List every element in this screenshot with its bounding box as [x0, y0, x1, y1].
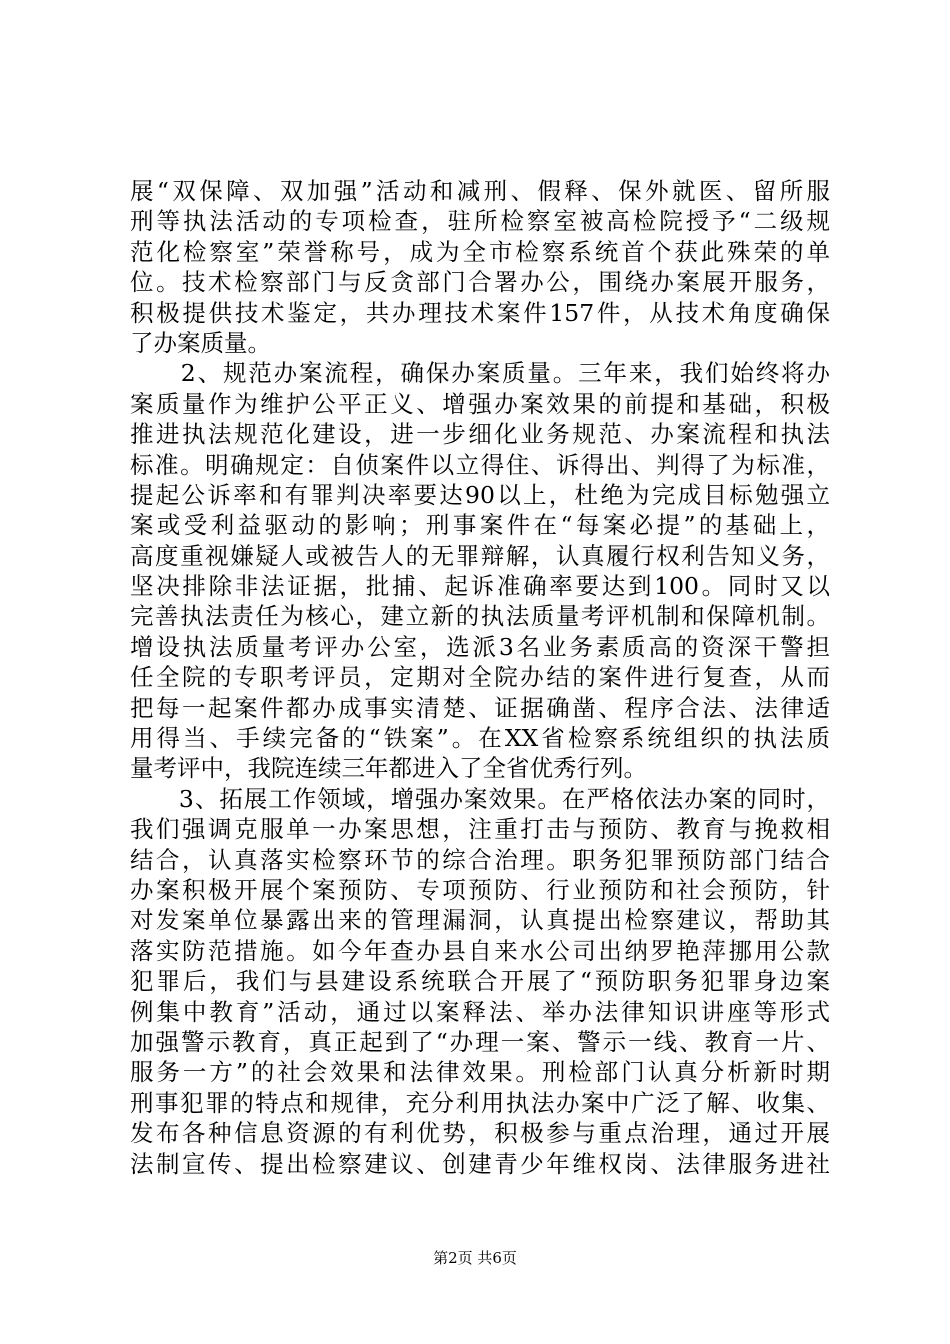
text-line: 展“双保障、双加强”活动和减刑、假释、保外就医、留所服: [130, 177, 830, 205]
text-line: 完善执法责任为核心，建立新的执法质量考评机制和保障机制。: [130, 602, 830, 631]
text-line: 推进执法规范化建设，进一步细化业务规范、办案流程和执法: [130, 420, 830, 449]
text-line: 标准。明确规定：自侦案件以立得住、诉得出、判得了为标准，: [130, 450, 830, 479]
text-line: 把每一起案件都办成事实清楚、证据确凿、程序合法、法律适: [130, 693, 830, 722]
text-line: 犯罪后，我们与县建设系统联合开展了“预防职务犯罪身边案: [130, 967, 830, 996]
text-line: 用得当、手续完备的“铁案”。在XX省检察系统组织的执法质: [130, 724, 830, 753]
text-line: 刑等执法活动的专项检查，驻所检察室被高检院授予“二级规: [130, 207, 830, 236]
text-line: 高度重视嫌疑人或被告人的无罪辩解，认真履行权利告知义务，: [130, 541, 830, 570]
page-number-footer: 第2页 共6页: [433, 1249, 517, 1267]
body-text: [130, 176, 830, 1179]
text-line: 积极提供技术鉴定，共办理技术案件157件，从技术角度确保: [130, 298, 830, 327]
text-line: 任全院的专职考评员，定期对全院办结的案件进行复查，从而: [130, 663, 830, 692]
text-line: 2、规范办案流程，确保办案质量。三年来，我们始终将办: [130, 359, 830, 388]
text-line: 位。技术检察部门与反贪部门合署办公，围绕办案展开服务，: [130, 268, 830, 297]
text-line: 量考评中，我院连续三年都进入了全省优秀行列。: [130, 754, 647, 783]
text-line: 法制宣传、提出检察建议、创建青少年维权岗、法律服务进社: [130, 1149, 830, 1178]
text-line: 例集中教育”活动，通过以案释法、举办法律知识讲座等形式: [130, 997, 830, 1026]
text-line: 对发案单位暴露出来的管理漏洞，认真提出检察建议，帮助其: [130, 906, 830, 935]
text-line: 刑事犯罪的特点和规律，充分利用执法办案中广泛了解、收集、: [130, 1088, 830, 1117]
text-line: 了办案质量。: [130, 328, 271, 357]
text-line: 增设执法质量考评办公室，选派3名业务素质高的资深干警担: [130, 632, 830, 661]
text-line: 落实防范措施。如今年查办县自来水公司出纳罗艳萍挪用公款: [130, 936, 830, 965]
text-line: 发布各种信息资源的有利优势，积极参与重点治理，通过开展: [130, 1119, 830, 1148]
text-line: 我们强调克服单一办案思想，注重打击与预防、教育与挽救相: [130, 815, 830, 844]
text-line: 范化检察室”荣誉称号，成为全市检察系统首个获此殊荣的单: [130, 237, 830, 266]
text-line: 案或受利益驱动的影响；刑事案件在“每案必提”的基础上，: [130, 511, 830, 540]
text-line: 提起公诉率和有罪判决率要达90以上，杜绝为完成目标勉强立: [130, 480, 830, 509]
text-line: 服务一方”的社会效果和法律效果。刑检部门认真分析新时期: [130, 1058, 830, 1087]
text-line: 案质量作为维护公平正义、增强办案效果的前提和基础，积极: [130, 389, 830, 418]
text-line: 结合，认真落实检察环节的综合治理。职务犯罪预防部门结合: [130, 845, 830, 874]
text-line: 办案积极开展个案预防、专项预防、行业预防和社会预防，针: [130, 875, 830, 904]
text-line: 3、拓展工作领域，增强办案效果。在严格依法办案的同时，: [130, 784, 830, 813]
text-line: 坚决排除非法证据，批捕、起诉准确率要达到100。同时又以: [130, 572, 830, 601]
text-line: 加强警示教育，真正起到了“办理一案、警示一线、教育一片、: [130, 1027, 830, 1056]
